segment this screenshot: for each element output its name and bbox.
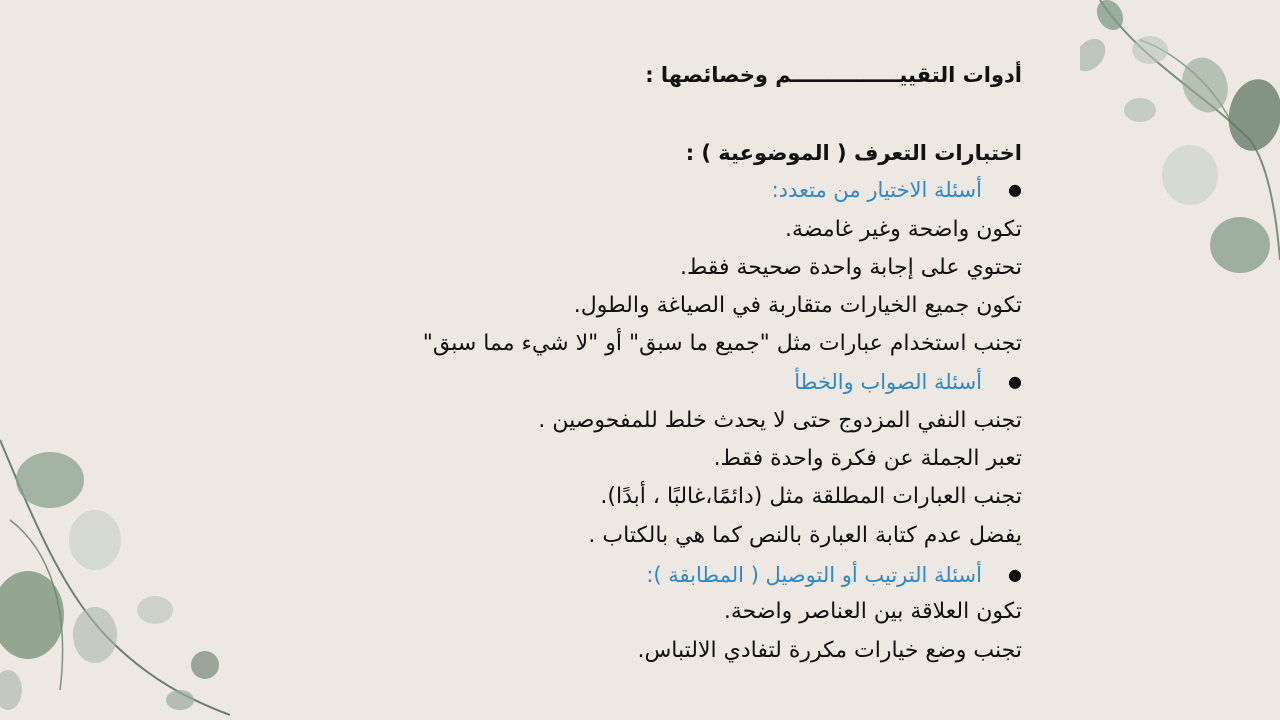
bullet-dot-icon: ● <box>1008 565 1022 584</box>
section-heading-text: أسئلة الصواب والخطأ <box>794 370 982 394</box>
slide-title: أدوات التقييـــــــــــــــم وخصائصها : <box>645 63 1022 87</box>
section-heading-multiple-choice <box>771 175 1022 205</box>
list-item: تعبر الجملة عن فكرة واحدة فقط. <box>713 446 1022 471</box>
section-heading-text: أسئلة الاختيار من متعدد: <box>771 178 982 202</box>
section-heading-matching <box>646 560 1022 590</box>
list-item: تجنب النفي المزدوج حتى لا يحدث خلط للمفحوصين . <box>538 408 1022 433</box>
list-item: تكون العلاقة بين العناصر واضحة. <box>723 599 1022 624</box>
list-item: تكون واضحة وغير غامضة. <box>785 217 1022 242</box>
bullet-dot-icon: ● <box>1008 372 1022 391</box>
list-item: تجنب استخدام عبارات مثل "جميع ما سبق" أو "لا شيء مما سبق" <box>422 331 1022 356</box>
bullet-dot-icon: ● <box>1008 180 1022 199</box>
list-item: تجنب وضع خيارات مكررة لتفادي الالتباس. <box>637 638 1022 663</box>
section-heading-text: أسئلة الترتيب أو التوصيل ( المطابقة ): <box>646 563 982 587</box>
eucalyptus-branch-icon <box>0 430 230 720</box>
list-item: تحتوي على إجابة واحدة صحيحة فقط. <box>679 255 1022 280</box>
list-item: تكون جميع الخيارات متقاربة في الصياغة والطول. <box>573 293 1022 318</box>
list-item: يفضل عدم كتابة العبارة بالنص كما هي بالكتاب . <box>588 523 1022 548</box>
list-item: تجنب العبارات المطلقة مثل (دائمًا،غالبًا ، أبدًا). <box>600 484 1022 509</box>
eucalyptus-branch-icon <box>1080 0 1280 290</box>
section-heading-true-false <box>794 367 1022 397</box>
slide-subtitle: اختبارات التعرف ( الموضوعية ) : <box>685 141 1022 165</box>
